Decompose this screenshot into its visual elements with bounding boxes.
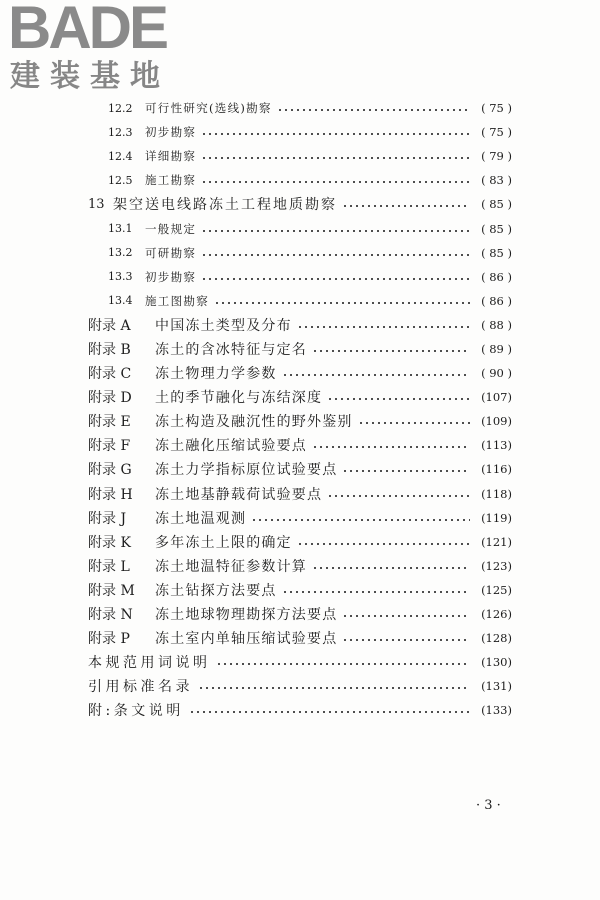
entry-title: 冻土融化压缩试验要点 bbox=[155, 438, 307, 455]
dot-leader bbox=[201, 156, 470, 160]
entry-number: 12.2 bbox=[108, 101, 133, 115]
dot-leader bbox=[201, 132, 470, 136]
entry-page-number: ( 85 ) bbox=[481, 221, 512, 236]
entry-title: 本规范用词说明 bbox=[88, 655, 211, 672]
entry-page-number: (113) bbox=[481, 438, 512, 453]
logo-wordmark: BADE bbox=[8, 0, 167, 61]
entry-number: 12.5 bbox=[108, 173, 133, 187]
entry-number: 12.4 bbox=[108, 149, 133, 163]
toc-entry bbox=[0, 650, 600, 674]
entry-page-number: (128) bbox=[481, 631, 512, 646]
logo-subtitle: 建装基地 bbox=[10, 59, 170, 94]
entry-number: 附录 L bbox=[88, 558, 130, 575]
entry-page-number: (131) bbox=[481, 679, 512, 694]
dot-leader bbox=[312, 445, 470, 449]
entry-page-number: ( 86 ) bbox=[481, 269, 512, 284]
entry-number: 附录 A bbox=[88, 317, 131, 334]
entry-page-number: (121) bbox=[481, 534, 512, 549]
entry-number: 附录 E bbox=[88, 414, 131, 431]
entry-page-number: ( 89 ) bbox=[481, 341, 512, 356]
entry-number: 附录 M bbox=[88, 582, 135, 599]
entry-number: 13 bbox=[88, 196, 105, 212]
entry-number: 13.2 bbox=[108, 246, 133, 260]
dot-leader bbox=[358, 421, 470, 425]
toc-entry bbox=[0, 626, 600, 650]
dot-leader bbox=[282, 373, 470, 377]
toc-entry bbox=[0, 506, 600, 530]
toc-entry bbox=[0, 482, 600, 506]
entry-number: 附录 C bbox=[88, 366, 132, 383]
entry-title: 附:条文说明 bbox=[88, 703, 184, 720]
entry-number: 附录 F bbox=[88, 438, 131, 455]
toc-entry bbox=[0, 433, 600, 457]
dot-leader bbox=[297, 325, 470, 329]
entry-title: 冻土地球物理勘探方法要点 bbox=[155, 607, 338, 624]
entry-number: 13.1 bbox=[108, 222, 133, 236]
entry-number: 附录 P bbox=[88, 631, 130, 648]
entry-number: 附录 B bbox=[88, 341, 131, 358]
toc-entry bbox=[0, 554, 600, 578]
entry-title: 一般规定 bbox=[145, 221, 197, 236]
toc-entry bbox=[0, 698, 600, 722]
entry-page-number: (130) bbox=[481, 655, 512, 670]
entry-title: 引用标准名录 bbox=[88, 679, 193, 696]
dot-leader bbox=[342, 204, 470, 208]
entry-page-number: ( 79 ) bbox=[481, 149, 512, 164]
entry-page-number: ( 75 ) bbox=[481, 125, 512, 140]
entry-title: 冻土力学指标原位试验要点 bbox=[155, 462, 338, 479]
toc-entry bbox=[0, 120, 600, 144]
entry-page-number: (107) bbox=[481, 390, 512, 405]
toc-entry bbox=[0, 457, 600, 481]
toc-entry bbox=[0, 530, 600, 554]
dot-leader bbox=[277, 108, 470, 112]
toc-entry bbox=[0, 602, 600, 626]
page-number: · 3 · bbox=[476, 798, 501, 813]
entry-number: 附录 N bbox=[88, 607, 133, 624]
toc-entry bbox=[0, 192, 600, 216]
toc-entry bbox=[0, 409, 600, 433]
toc-entry bbox=[0, 216, 600, 240]
toc-entry bbox=[0, 144, 600, 168]
entry-title: 施工勘察 bbox=[145, 173, 197, 188]
toc-entry bbox=[0, 96, 600, 120]
entry-page-number: ( 90 ) bbox=[481, 366, 512, 381]
entry-title: 施工图勘察 bbox=[145, 293, 209, 308]
entry-number: 附录 K bbox=[88, 534, 131, 551]
toc-entry bbox=[0, 241, 600, 265]
entry-title: 土的季节融化与冻结深度 bbox=[155, 390, 323, 407]
entry-page-number: ( 86 ) bbox=[481, 293, 512, 308]
entry-number: 13.4 bbox=[108, 294, 133, 308]
entry-page-number: ( 83 ) bbox=[481, 173, 512, 188]
entry-number: 附录 G bbox=[88, 462, 132, 479]
toc-entry bbox=[0, 313, 600, 337]
entry-title: 架空送电线路冻土工程地质勘察 bbox=[113, 197, 337, 214]
dot-leader bbox=[342, 469, 470, 473]
entry-title: 冻土地基静载荷试验要点 bbox=[155, 486, 323, 503]
entry-page-number: (126) bbox=[481, 607, 512, 622]
entry-page-number: (133) bbox=[481, 703, 512, 718]
toc-entry bbox=[0, 265, 600, 289]
entry-number: 附录 J bbox=[88, 510, 127, 527]
dot-leader bbox=[198, 686, 470, 690]
dot-leader bbox=[189, 710, 470, 714]
dot-leader bbox=[251, 518, 470, 522]
dot-leader bbox=[297, 542, 470, 546]
dot-leader bbox=[327, 397, 470, 401]
dot-leader bbox=[342, 638, 470, 642]
toc-entry bbox=[0, 578, 600, 602]
entry-number: 12.3 bbox=[108, 125, 133, 139]
dot-leader bbox=[282, 590, 470, 594]
entry-title: 初步勘察 bbox=[145, 269, 197, 284]
entry-number: 13.3 bbox=[108, 270, 133, 284]
entry-title: 冻土的含冰特征与定名 bbox=[155, 341, 307, 358]
dot-leader bbox=[214, 301, 470, 305]
table-of-contents bbox=[0, 96, 600, 722]
toc-entry bbox=[0, 385, 600, 409]
entry-title: 详细勘察 bbox=[145, 149, 197, 164]
dot-leader bbox=[327, 494, 470, 498]
toc-entry bbox=[0, 289, 600, 313]
toc-entry bbox=[0, 361, 600, 385]
entry-title: 冻土钻探方法要点 bbox=[155, 582, 277, 599]
entry-title: 冻土室内单轴压缩试验要点 bbox=[155, 631, 338, 648]
toc-entry bbox=[0, 674, 600, 698]
entry-page-number: (109) bbox=[481, 414, 512, 429]
entry-title: 中国冻土类型及分布 bbox=[155, 317, 292, 334]
dot-leader bbox=[201, 277, 470, 281]
dot-leader bbox=[201, 229, 470, 233]
entry-title: 冻土地温观测 bbox=[155, 510, 247, 527]
entry-page-number: ( 75 ) bbox=[481, 101, 512, 116]
dot-leader bbox=[216, 662, 471, 666]
entry-title: 可行性研究(选线)勘察 bbox=[145, 101, 272, 116]
entry-title: 多年冻土上限的确定 bbox=[155, 534, 292, 551]
dot-leader bbox=[201, 180, 470, 184]
entry-page-number: ( 85 ) bbox=[481, 245, 512, 260]
entry-title: 冻土地温特征参数计算 bbox=[155, 558, 307, 575]
dot-leader bbox=[342, 614, 470, 618]
entry-page-number: (116) bbox=[481, 462, 512, 477]
dot-leader bbox=[201, 253, 470, 257]
entry-title: 初步勘察 bbox=[145, 125, 197, 140]
dot-leader bbox=[312, 566, 470, 570]
entry-title: 冻土物理力学参数 bbox=[155, 366, 277, 383]
entry-page-number: (118) bbox=[481, 486, 512, 501]
dot-leader bbox=[312, 349, 470, 353]
entry-title: 可研勘察 bbox=[145, 245, 197, 260]
entry-page-number: ( 85 ) bbox=[481, 197, 512, 212]
entry-page-number: ( 88 ) bbox=[481, 317, 512, 332]
entry-page-number: (125) bbox=[481, 582, 512, 597]
entry-number: 附录 D bbox=[88, 390, 132, 407]
entry-page-number: (119) bbox=[481, 510, 512, 525]
entry-page-number: (123) bbox=[481, 558, 512, 573]
toc-entry bbox=[0, 168, 600, 192]
entry-number: 附录 H bbox=[88, 486, 133, 503]
toc-entry bbox=[0, 337, 600, 361]
entry-title: 冻土构造及融沉性的野外鉴别 bbox=[155, 414, 353, 431]
